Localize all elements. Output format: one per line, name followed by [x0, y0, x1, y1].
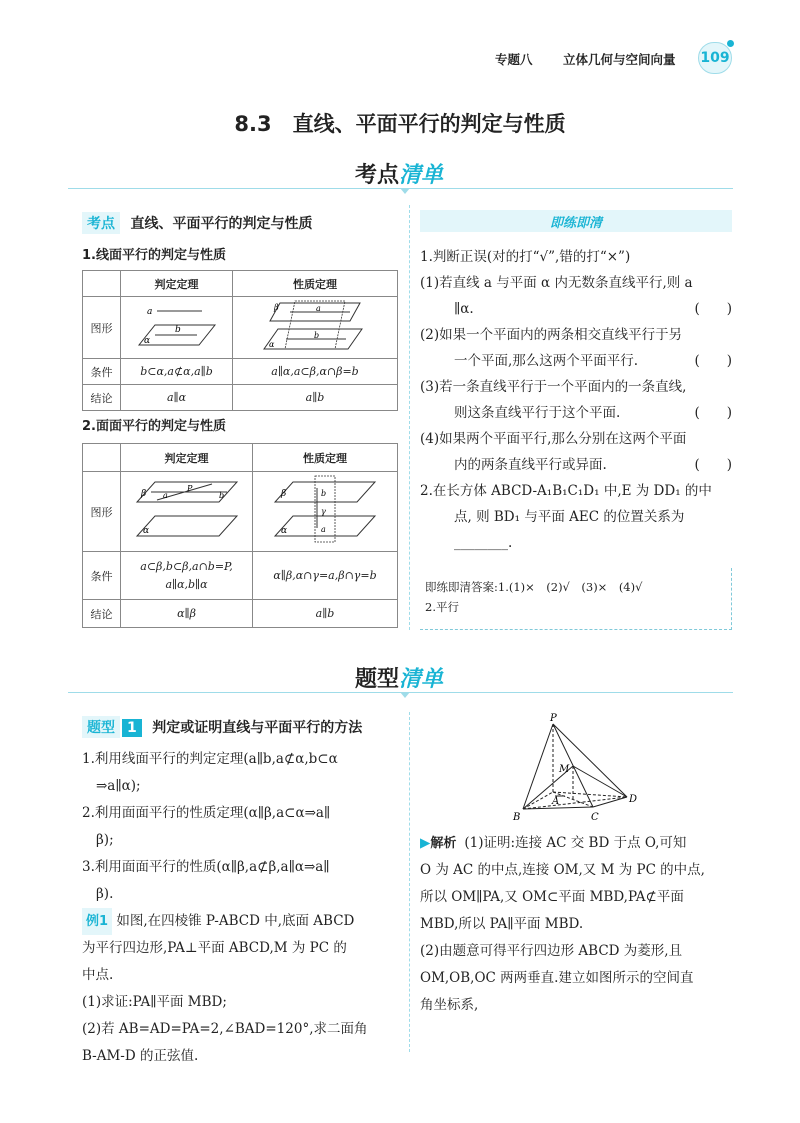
fig-label-p: P — [550, 713, 557, 724]
fig4-label-gamma: γ — [321, 507, 326, 516]
banner2-highlight: 清单 — [399, 667, 444, 692]
table-plane-plane — [82, 443, 398, 628]
banner-tixing — [355, 662, 443, 693]
q1-2-line1: (2)如果一个平面内的两条相交直线平行于另 — [420, 327, 683, 343]
table2-fig-judge — [121, 472, 253, 552]
banner-highlight: 清单 — [399, 163, 444, 188]
table1-header-judge: 判定定理 — [121, 271, 233, 297]
table2-label-conclusion: 结论 — [83, 600, 121, 628]
practice-questions — [420, 244, 732, 556]
table2-header-judge: 判定定理 — [121, 444, 253, 472]
fig2-label-alpha: α — [269, 340, 275, 349]
fig3-label-beta: β — [140, 489, 146, 499]
table1-cond-property: a∥α,a⊂β,α∩β=b — [233, 359, 398, 385]
fig2-label-a: a — [316, 304, 321, 313]
answer-line2: 2.平行 — [425, 600, 459, 614]
solution-marker-icon: ▶ — [420, 835, 431, 851]
table2-cond-judge-line2: a∥α,b∥α — [165, 577, 208, 591]
page-number: 109 — [698, 42, 732, 74]
table2-header-property: 性质定理 — [253, 444, 398, 472]
banner2-pointer — [400, 692, 410, 698]
q1-1-line2 — [420, 296, 732, 322]
table1-fig-judge — [121, 297, 233, 359]
example-line2: 为平行四边形,PA⊥平面 ABCD,M 为 PC 的 — [82, 940, 347, 956]
fig1-label-b: b — [174, 324, 181, 335]
header-title: 立体几何与空间向量 — [563, 52, 676, 67]
q1-2-text: 一个平面,那么这两个平面平行. — [454, 353, 639, 369]
banner-kaodian — [355, 158, 443, 189]
example-tag: 例1 — [82, 908, 112, 935]
fig3-label-b: b — [218, 491, 224, 500]
section-title: 8.3 直线、平面平行的判定与性质 — [234, 112, 566, 136]
fig-label-m: M — [559, 764, 570, 775]
fig-label-d: D — [629, 794, 638, 805]
solution-text1: (1)证明:连接 AC 交 BD 于点 O,可知 — [464, 835, 687, 851]
q1-intro: 1.判断正误(对的打“√”,错的打“×”) — [420, 249, 631, 265]
method3-line2: β). — [96, 886, 114, 902]
fig2-label-beta: β — [274, 303, 279, 312]
tixing-number: 1 — [122, 719, 142, 737]
fig4-label-beta: β — [281, 489, 287, 499]
q1-2-answer-paren[interactable]: ( ) — [694, 353, 732, 369]
kaodian-heading — [82, 212, 312, 234]
method1-line1: 1.利用线面平行的判定定理(a∥b,a⊄α,b⊂α — [82, 751, 338, 767]
answer-content — [425, 577, 642, 617]
method1-line2: ⇒a∥α); — [96, 778, 141, 794]
table2-label-condition: 条件 — [83, 552, 121, 600]
fig1-label-a: a — [146, 306, 152, 317]
q1-1-text: ∥α. — [454, 301, 474, 317]
table2-fig-property — [253, 472, 398, 552]
solution-line6: OM,OB,OC 两两垂直.建立如图所示的空间直 — [420, 970, 694, 986]
table1-label-figure: 图形 — [83, 297, 121, 359]
column-divider — [409, 205, 410, 630]
q1-3-answer-paren[interactable]: ( ) — [694, 405, 732, 421]
solution-line3: 所以 OM∥PA,又 OM⊂平面 MBD,PA⊄平面 — [420, 889, 684, 905]
fig4-label-alpha: α — [281, 526, 288, 536]
table1-label-condition: 条件 — [83, 359, 121, 385]
sub-heading-1: 1.线面平行的判定与性质 — [82, 248, 226, 263]
solution — [420, 830, 735, 1019]
solution-line2: O 为 AC 的中点,连接 OM,又 M 为 PC 的中点, — [420, 862, 705, 878]
q1-4-line1: (4)如果两个平面平行,那么分别在这两个平面 — [420, 431, 687, 447]
table-line-plane — [82, 270, 398, 411]
tixing-title: 判定或证明直线与平面平行的方法 — [152, 720, 363, 736]
q1-1-answer-paren[interactable]: ( ) — [694, 301, 732, 317]
table1-concl-judge: a∥α — [121, 385, 233, 411]
solution-line1 — [420, 830, 735, 857]
solution-line7: 角坐标系, — [420, 997, 479, 1013]
example-line1 — [82, 908, 400, 935]
table1-header-property: 性质定理 — [233, 271, 398, 297]
q1-4-answer-paren[interactable]: ( ) — [694, 457, 732, 473]
example-line3: 中点. — [82, 967, 114, 983]
table2-concl-property: a∥b — [253, 600, 398, 628]
example-line4: (1)求证:PA∥平面 MBD; — [82, 994, 227, 1010]
fig4-label-a: a — [321, 525, 326, 534]
table2-cond-judge-line1: a⊂β,b⊂β,a∩b=P, — [140, 559, 233, 573]
fig-label-c: C — [591, 812, 599, 823]
tixing-body — [82, 746, 400, 1070]
example-line6: B-AM-D 的正弦值. — [82, 1048, 199, 1064]
fig4-label-b: b — [321, 489, 327, 498]
kaodian-title: 直线、平面平行的判定与性质 — [130, 216, 313, 232]
q1-4-text: 内的两条直线平行或异面. — [454, 457, 607, 473]
table2-cond-judge — [121, 552, 253, 600]
table2-concl-judge: α∥β — [121, 600, 253, 628]
fig3-label-p: P — [186, 484, 192, 493]
method3-line1: 3.利用面面平行的性质(α∥β,a⊄β,a∥α⇒a∥ — [82, 859, 330, 875]
column-divider-2 — [409, 712, 410, 1052]
q1-3-line1: (3)若一条直线平行于一个平面内的一条直线, — [420, 379, 687, 395]
example-text1: 如图,在四棱锥 P-ABCD 中,底面 ABCD — [116, 913, 355, 929]
q1-3-text: 则这条直线平行于这个平面. — [454, 405, 621, 421]
banner-pointer — [400, 188, 410, 194]
example-line5: (2)若 AB=AD=PA=2,∠BAD=120°,求二面角 — [82, 1021, 368, 1037]
solution-label: 解析 — [430, 836, 457, 851]
q2-line2: 点, 则 BD₁ 与平面 AEC 的位置关系为 — [454, 509, 685, 525]
kaodian-tag: 考点 — [82, 212, 120, 234]
banner-plain: 考点 — [355, 163, 400, 188]
pyramid-figure — [505, 712, 655, 827]
fig1-label-alpha: α — [143, 335, 150, 346]
q1-4-line2 — [420, 452, 732, 478]
banner2-plain: 题型 — [355, 667, 400, 692]
header-chapter: 专题八 — [495, 52, 533, 67]
tixing-tag: 题型 — [82, 716, 120, 738]
table2-label-figure: 图形 — [83, 472, 121, 552]
fig2-label-b: b — [314, 331, 320, 340]
table1-concl-property: a∥b — [233, 385, 398, 411]
sub-heading-2: 2.面面平行的判定与性质 — [82, 419, 226, 434]
fig3-label-alpha: α — [142, 526, 149, 536]
solution-line4: MBD,所以 PA∥平面 MBD. — [420, 916, 584, 932]
method2-line2: β); — [96, 832, 114, 848]
method2-line1: 2.利用面面平行的性质定理(α∥β,a⊂α⇒a∥ — [82, 805, 331, 821]
fig-label-b: B — [513, 812, 521, 823]
solution-line5: (2)由题意可得平行四边形 ABCD 为菱形,且 — [420, 943, 683, 959]
q2-line1: 2.在长方体 ABCD-A₁B₁C₁D₁ 中,E 为 DD₁ 的中 — [420, 483, 712, 499]
fig3-label-a: a — [162, 491, 168, 500]
fig-label-a: A — [552, 796, 560, 807]
q1-2-line2 — [420, 348, 732, 374]
table2-cond-property: α∥β,α∩γ=a,β∩γ=b — [253, 552, 398, 600]
table1-fig-property — [233, 297, 398, 359]
q1-3-line2 — [420, 400, 732, 426]
q2-blank[interactable]: ________. — [454, 535, 513, 551]
table1-cond-judge: b⊂α,a⊄α,a∥b — [121, 359, 233, 385]
table1-label-conclusion: 结论 — [83, 385, 121, 411]
tixing-heading — [82, 716, 362, 738]
practice-title: 即练即清 — [549, 216, 602, 231]
answer-line1: 即练即清答案:1.(1)× (2)√ (3)× (4)√ — [425, 580, 643, 594]
page-number-dot — [727, 40, 734, 47]
q1-1-line1: (1)若直线 a 与平面 α 内无数条直线平行,则 a — [420, 275, 693, 291]
